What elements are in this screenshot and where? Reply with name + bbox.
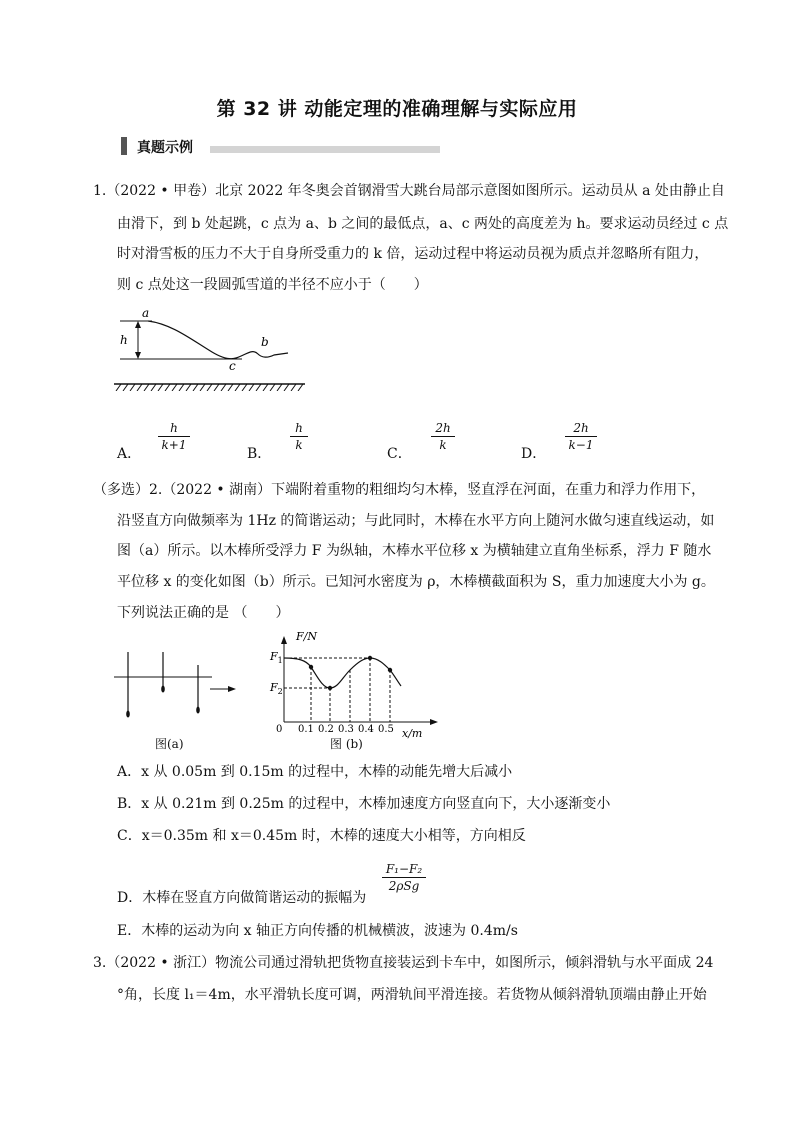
- figure-a-floating-rods: [112, 650, 242, 725]
- fraction-denominator: k−1: [568, 438, 594, 452]
- q2-line-2: 沿竖直方向做频率为 1Hz 的简谐运动；与此同时，木棒在水平方向上随河水做匀速直线运动，如: [117, 513, 715, 529]
- fraction-denominator: 2ρSg: [388, 879, 420, 893]
- ski-slope-figure: [112, 300, 302, 372]
- q2-option-e: E．木棒的运动为向 x 轴正方向传播的机械横波，波速为 0.4m/s: [117, 923, 518, 939]
- fraction-numerator: F₁−F₂: [382, 862, 426, 878]
- fraction-numerator: 2h: [565, 421, 597, 437]
- graph-y-axis-label: F/N: [296, 630, 317, 643]
- graph-x-axis-label: x/m: [402, 727, 423, 740]
- fraction-numerator: h: [158, 421, 190, 437]
- graph-origin-label: 0: [276, 724, 283, 735]
- point-b-label: b: [261, 335, 269, 349]
- graph-f2-label: $F_2$: [270, 681, 283, 696]
- q1-option-c-fraction: [431, 421, 455, 452]
- q2-line-1: （多选）2.（2022 • 湖南）下端附着重物的粗细均匀木棒，竖直浮在河面，在重力和浮力作用下，: [93, 482, 706, 498]
- fraction-numerator: h: [290, 421, 308, 437]
- ground-hatch: [112, 383, 307, 391]
- point-a-label: a: [142, 306, 150, 320]
- figure-b-caption: 图 (b): [330, 737, 363, 751]
- graph-tick-0-3: 0.3: [338, 724, 354, 735]
- q3-line-2: °角，长度 l₁＝4m，水平滑轨长度可调，两滑轨间平滑连接。若货物从倾斜滑轨顶端由静止开始: [117, 987, 707, 1003]
- figure-a-caption: 图(a): [155, 737, 184, 751]
- q1-option-d-letter: D．: [521, 446, 547, 462]
- height-h-label: h: [120, 333, 128, 347]
- q1-line-4: 则 c 点处这一段圆弧雪道的半径不应小于（ ）: [117, 277, 428, 293]
- q1-line-2: 由滑下，到 b 处起跳，c 点为 a、b 之间的最低点，a、c 两处的高度差为 h。要求运动员经过 c 点: [117, 216, 729, 232]
- fraction-numerator: 2h: [431, 421, 455, 437]
- q2-line-5: 下列说法正确的是 （ ）: [117, 605, 290, 621]
- q1-option-b-fraction: [290, 421, 308, 452]
- q1-option-c-letter: C．: [387, 446, 412, 462]
- fraction-denominator: k: [295, 438, 303, 452]
- q1-option-a-letter: A．: [117, 446, 142, 462]
- section-divider: [210, 146, 440, 153]
- q2-line-4: 平位移 x 的变化如图（b）所示。已知河水密度为 ρ，木棒横截面积为 S，重力加速度大小为 g。: [117, 574, 715, 590]
- q1-line-3: 时对滑雪板的压力不大于自身所受重力的 k 倍，运动过程中将运动员视为质点并忽略所有阻力，: [117, 246, 709, 262]
- section-marker: [121, 137, 127, 155]
- q2-option-b: B．x 从 0.21m 到 0.25m 的过程中，木棒加速度方向竖直向下，大小逐渐变小: [117, 796, 611, 812]
- point-c-label: c: [229, 359, 236, 372]
- figure-b-buoyancy-graph: [262, 630, 442, 740]
- section-heading: 真题示例: [137, 140, 193, 156]
- q1-option-d-fraction: [565, 421, 597, 452]
- fraction-denominator: k: [439, 438, 447, 452]
- q2-option-d-fraction: [382, 862, 426, 893]
- q1-line-1: 1.（2022 • 甲卷）北京 2022 年冬奥会首钢滑雪大跳台局部示意图如图所示。运动员从 a 处由静止自: [93, 183, 725, 199]
- q3-line-1: 3.（2022 • 浙江）物流公司通过滑轨把货物直接装运到卡车中，如图所示，倾斜滑轨与水平面成 24: [93, 955, 714, 971]
- graph-tick-0-2: 0.2: [318, 724, 334, 735]
- graph-tick-0-4: 0.4: [358, 724, 374, 735]
- q1-option-a-fraction: [158, 421, 190, 452]
- q2-option-c: C．x＝0.35m 和 x＝0.45m 时，木棒的速度大小相等，方向相反: [117, 828, 526, 844]
- fraction-denominator: k+1: [161, 438, 187, 452]
- graph-tick-0-1: 0.1: [298, 724, 314, 735]
- graph-f1-label: $F_1$: [270, 650, 283, 665]
- q2-option-a: A．x 从 0.05m 到 0.15m 的过程中，木棒的动能先增大后减小: [117, 764, 513, 780]
- q1-option-b-letter: B．: [247, 446, 272, 462]
- graph-tick-0-5: 0.5: [378, 724, 394, 735]
- q2-option-d: D．木棒在竖直方向做简谐运动的振幅为: [117, 890, 367, 906]
- q2-line-3: 图（a）所示。以木棒所受浮力 F 为纵轴，木棒水平位移 x 为横轴建立直角坐标系，浮力 F 随水: [117, 543, 712, 559]
- page-title: 第 32 讲 动能定理的准确理解与实际应用: [216, 98, 578, 120]
